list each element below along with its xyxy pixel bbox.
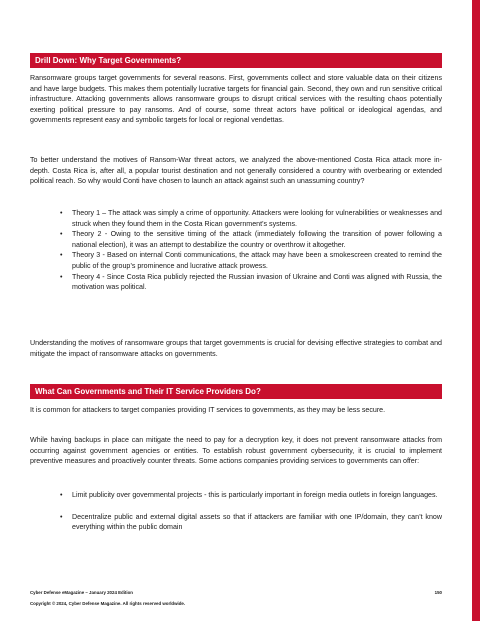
paragraph-costa-rica-analysis: To better understand the motives of Ransom-War threat actors, we analyzed the above-mentioned Costa Rica attack more in-depth. Costa Rica is, after all, a popular tourist destination and not generally considered a country with overbearing or extended political reach. So why would Conti have chosen to launch an attack against such an unassuming country? — [30, 156, 442, 186]
footer-edition: Cyber Defense eMagazine – January 2024 Edition — [30, 590, 133, 595]
page-edge-accent-bar — [472, 0, 480, 621]
paragraph-conclusion: Understanding the motives of ransomware groups that target governments is crucial for devising effective strategies to combat and mitigate the impact of ransomware attacks on governments. — [30, 339, 442, 358]
bullet-icon: • — [60, 491, 63, 499]
list-item: • Decentralize public and external digital assets so that if attackers are familiar with one IP/domain, they can’t know everything within the public domain — [60, 512, 442, 532]
document-page — [30, 0, 442, 621]
list-item: • Theory 4 - Since Costa Rica publicly rejected the Russian invasion of Ukraine and Conti was aligned with Russia, the motivation was political. — [60, 272, 442, 292]
bullet-icon: • — [60, 209, 63, 217]
paragraph-reasons: Ransomware groups target governments for several reasons. First, governments collect and store valuable data on their citizens and have large budgets. This makes them potentially lucrative targets for financial gain. Second, they own and run sensitive critical infrastructure. Attacking governments allows ransomware groups to disrupt critical services with the resulting chaos potentially exerting political pressure to pay ransoms. And of course, some threat actors have political or ideological agendas, and governments represent easy and symbolic targets for local or regional vendettas. — [30, 74, 442, 125]
list-item: • Theory 1 – The attack was simply a crime of opportunity. Attackers were looking for vulnerabilities or weaknesses and struck when they found them in the Costa Rican government’s systems. — [60, 209, 442, 228]
list-item: • Theory 2 - Owing to the sensitive timing of the attack (immediately following the transition of power following a national election), it was an attempt to destabilize the country or overthrow it altogether. — [60, 230, 442, 249]
bullet-icon: • — [60, 272, 63, 281]
bullet-icon: • — [60, 512, 63, 521]
bullet-icon: • — [60, 251, 63, 260]
section-header-why-target-governments: Drill Down: Why Target Governments? — [30, 53, 442, 68]
page-number: 150 — [434, 590, 442, 595]
bullet-icon: • — [60, 230, 63, 239]
list-item: • Limit publicity over governmental projects - this is particularly important in foreign media outlets in foreign languages. — [60, 491, 438, 499]
paragraph-it-providers: It is common for attackers to target companies providing IT services to governments, as they may be less secure. — [30, 406, 386, 414]
theories-list — [30, 208, 442, 293]
list-item: • Theory 3 - Based on internal Conti communications, the attack may have been a smokescreen created to remind the public of the group’s prominence and lucrative attack prowess. — [60, 251, 442, 270]
paragraph-backups: While having backups in place can mitigate the need to pay for a decryption key, it does not prevent ransomware attacks from occurring against government agencies or entities. To establish robust government cybersecurity, it is crucial to implement preventive measures and proactively counter threats. Some actions companies providing services to governments can offer: — [30, 436, 442, 466]
actions-list — [30, 490, 442, 533]
section-header-what-can-governments-do: What Can Governments and Their IT Service Providers Do? — [30, 384, 442, 399]
footer-copyright: Copyright © 2024, Cyber Defense Magazine. All rights reserved worldwide. — [30, 601, 186, 606]
